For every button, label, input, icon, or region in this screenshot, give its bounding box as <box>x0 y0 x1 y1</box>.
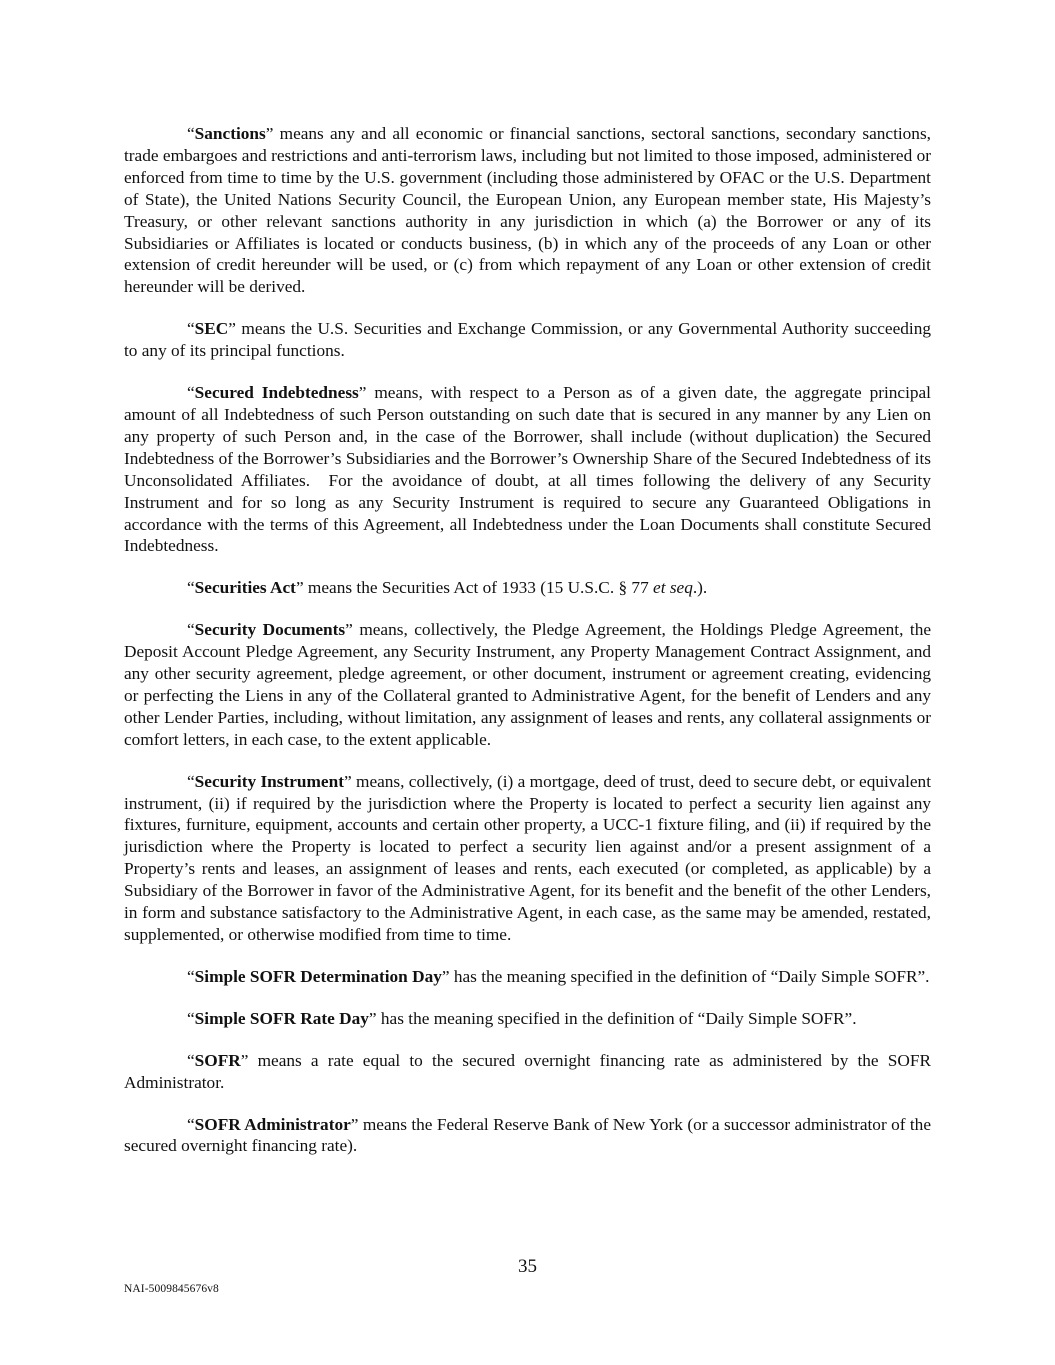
definition-security-documents <box>124 619 931 750</box>
close-quote: ” <box>240 1050 249 1070</box>
defined-term: Security Documents <box>194 620 346 640</box>
defined-term: SOFR <box>194 1050 241 1070</box>
open-quote: “ <box>187 966 195 986</box>
close-quote: ” <box>345 620 353 640</box>
open-quote: “ <box>187 1114 195 1134</box>
defined-term: Sanctions <box>194 124 266 143</box>
defined-term: SOFR Administrator <box>194 1114 351 1134</box>
open-quote: “ <box>187 1050 195 1070</box>
definition-text: means, collectively, (i) a mortgage, deed of trust, deed to secure debt, or equivalent instrument, (ii) if required by the jurisdiction where the Property is located to perfect a security lien against any fixtures, furniture, equipment, accounts and certain other property, a UCC-1 fixture filing, and (ii) if required by the jurisdiction where the Property is located to perfect a security lien against and/or a present assignment of a Property’s rents and leases, an assignment of leases and rents, each executed (or completed, as applicable) by a Subsidiary of the Borrower in favor of the Administrative Agent, for its benefit and the benefit of the other Lenders, in form and substance satisfactory to the Administrative Agent, in each case, as the same may be amended, restated, supplemented, or otherwise modified from time to time. <box>124 771 931 944</box>
definition-simple-sofr-determination-day <box>124 966 931 988</box>
definition-text: means the Federal Reserve Bank of New York (or a successor administrator of the secured overnight financing rate). <box>124 1114 931 1156</box>
definition-simple-sofr-rate-day <box>124 1008 931 1030</box>
definition-secured-indebtedness <box>124 382 936 557</box>
definition-sec <box>124 318 931 362</box>
open-quote: “ <box>187 383 195 403</box>
close-quote: ” <box>228 319 236 339</box>
defined-term: Simple SOFR Determination Day <box>194 966 442 986</box>
close-quote: ” <box>343 771 352 791</box>
close-quote: ” <box>350 1114 359 1134</box>
definition-sanctions <box>124 123 931 298</box>
open-quote: “ <box>187 319 195 339</box>
definition-securities-act <box>124 577 931 599</box>
close-quote: ” <box>441 966 450 986</box>
definition-sofr-administrator <box>124 1114 931 1158</box>
defined-term: Security Instrument <box>194 771 344 791</box>
defined-term: SEC <box>194 319 229 339</box>
close-quote: ” <box>368 1008 377 1028</box>
definition-text: means the U.S. Securities and Exchange Commission, or any Governmental Authority succeeding to any of its principal functions. <box>124 319 931 361</box>
close-quote: ” <box>295 578 304 598</box>
document-page <box>124 123 936 1177</box>
definition-text: means, collectively, the Pledge Agreement, the Holdings Pledge Agreement, the Deposit Account Pledge Agreement, any Security Instrument, any Property Management Contract Assignment, and any other security agreement, pledge agreement, or other document, instrument or agreement creating, evidencing or perfecting the Liens in any of the Collateral granted to Administrative Agent, for the benefit of Lenders and any other Lender Parties, including, without limitation, any assignment of leases and rents, any collateral assignments or comfort letters, in each case, to the extent applicable. <box>124 620 932 749</box>
open-quote: “ <box>187 1008 195 1028</box>
definition-security-instrument <box>124 771 931 946</box>
open-quote: “ <box>187 578 195 598</box>
page-number: 35 <box>518 1256 537 1277</box>
definition-text: means the Securities Act of 1933 (15 U.S.C. § 77 <box>303 578 654 598</box>
open-quote: “ <box>187 771 195 791</box>
close-quote: ” <box>358 383 367 403</box>
open-quote: “ <box>187 620 195 640</box>
definition-text: has the meaning specified in the definition of “Daily Simple SOFR”. <box>376 1008 857 1028</box>
italic-citation: et seq <box>653 578 693 598</box>
definition-sofr <box>124 1050 931 1094</box>
definition-text: means any and all economic or financial sanctions, sectoral sanctions, secondary sanctions, trade embargoes and restrictions and anti-terrorism laws, including but not limited to those imposed, administered or enforced from time to time by the U.S. government (including those administered by OFAC or the U.S. Department of State), the United Nations Security Council, the European Union, any European member state, His Majesty’s Treasury, or other relevant sanctions authority in any jurisdiction in which (a) the Borrower or any of its Subsidiaries or Affiliates is located or conducts business, (b) in which any of the proceeds of any Loan or other extension of credit hereunder will be used, or (c) from which repayment of any Loan or other extension of credit hereunder will be derived. <box>124 124 931 297</box>
defined-term: Securities Act <box>194 578 296 598</box>
definition-text: means, with respect to a Person as of a given date, the aggregate principal amount of all Indebtedness of such Person outstanding on such date that is secured in any manner by any Lien on any property of such Person and, in the case of the Borrower, shall include (without duplication) the Secured Indebtedness of the Borrower’s Subsidiaries and the Borrower’s Ownership Share of the Secured Indebtedness of its Unconsolidated Affiliates. For the avoidance of doubt, at all times following the delivery of any Security Instrument and for so long as any Security Instrument is required to secure any Guaranteed Obligations in accordance with the terms of this Agreement, all Indebtedness under the Loan Documents shall constitute Secured Indebtedness. <box>124 383 936 556</box>
definition-text: has the meaning specified in the definition of “Daily Simple SOFR”. <box>449 966 930 986</box>
definition-text-end: .). <box>692 578 708 598</box>
open-quote: “ <box>187 124 195 143</box>
definition-text: means a rate equal to the secured overnight financing rate as administered by the SOFR Administrator. <box>124 1050 931 1092</box>
document-id: NAI-5009845676v8 <box>124 1283 219 1295</box>
defined-term: Simple SOFR Rate Day <box>194 1008 369 1028</box>
close-quote: ” <box>265 124 274 143</box>
defined-term: Secured Indebtedness <box>194 383 359 403</box>
